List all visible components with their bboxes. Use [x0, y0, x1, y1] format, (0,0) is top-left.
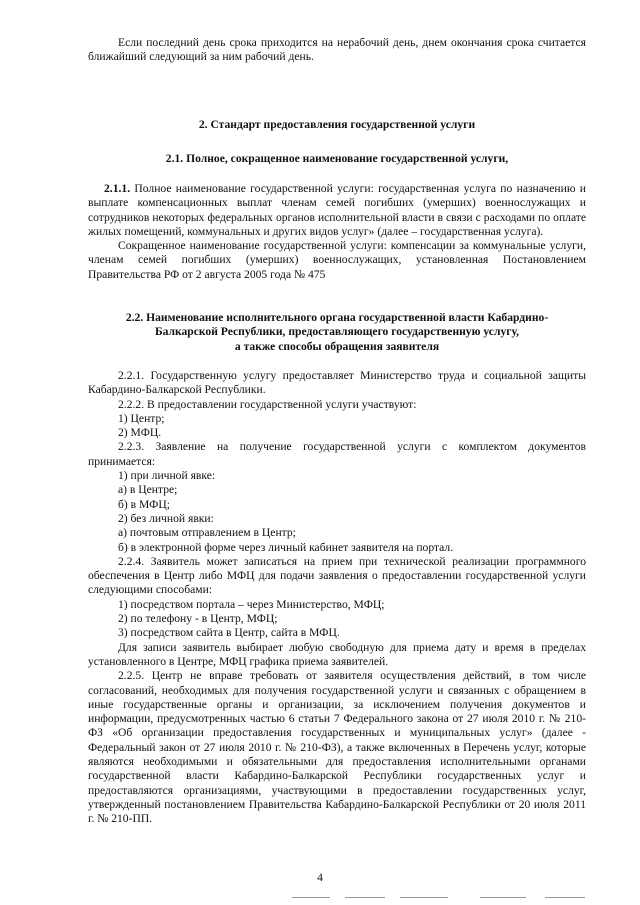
subsection-2-2-heading-block — [88, 311, 586, 354]
subsection-2-2-title-line-3: а также способы обращения заявителя — [234, 339, 440, 353]
paragraph-2-2-4: 2.2.4. Заявитель может записаться на прием при технической реализации программного обеспечения в Центр либо МФЦ для подачи заявления о предоставлении государственной услуги следующими способами: — [88, 554, 586, 597]
list-item: б) в электронной форме через личный кабинет заявителя на портал. — [118, 540, 454, 554]
scan-artifact-line — [292, 897, 330, 898]
subsection-2-1-body — [88, 182, 586, 282]
list-item: а) в Центре; — [118, 483, 178, 497]
list-item: 2) по телефону - в Центр, МФЦ; — [118, 612, 278, 626]
paragraph-2-2-5: 2.2.5. Центр не вправе требовать от заявителя осуществления действий, в том числе согласований, необходимых для получения государственной услуги и связанных с обращением в иные государственные органы и организации, за исключением получения документов и информации, предусмотренных частью 6 статьи 7 Федерального закона от 27 июля 2010 г. № 210-ФЗ «Об организации предоставления государственных и муниципальных услуг» (далее - Федеральный закон от 27 июля 2010 г. № 210-ФЗ), а также включенных в Перечень услуг, которые являются необходимыми и обязательными для предоставления исполнительными органами государственной власти Кабардино-Балкарской Республики государственных услуг и предоставляются организациями, участвующими в предоставлении государственных услуг, утвержденный постановлением Правительства Кабардино-Балкарской Республики от 20 июля 2011 г. № 210-ПП. — [88, 669, 586, 826]
list-item: 1) посредством портала – через Министерство, МФЦ; — [118, 597, 385, 611]
list-item: 2) без личной явки: — [118, 511, 214, 525]
intro-paragraph: Если последний день срока приходится на нерабочий день, днем окончания срока считается ближайший следующий за ним рабочий день. — [88, 36, 586, 64]
paragraph-short-name: Сокращенное наименование государственной услуги: компенсации за коммунальные услуги, членам семей погибших (умерших) военнослужащих, установленная Постановлением Правительства РФ от 2 августа 2005 года № 475 — [88, 239, 586, 281]
list-item: б) в МФЦ; — [118, 497, 170, 511]
list-item: 2) МФЦ. — [118, 426, 162, 440]
section-2-heading-block — [88, 118, 586, 132]
paragraph-2-2-1: 2.2.1. Государственную услугу предоставляет Министерство труда и социальной защиты Кабардино-Балкарской Республики. — [88, 369, 586, 397]
subsection-2-1-title: 2.1. Полное, сокращенное наименование государственной услуги, — [165, 152, 509, 165]
list-item: а) почтовым отправлением в Центр; — [118, 526, 296, 540]
scan-artifact-line — [480, 897, 526, 898]
subsection-2-1-heading-block — [88, 152, 586, 166]
paragraph-2-2-4-tail: Для записи заявитель выбирает любую свободную для приема дату и время в пределах установленного в Центре, МФЦ графика приема заявителей. — [88, 640, 586, 668]
paragraph-2-1-1-number: 2.1.1. — [104, 182, 131, 195]
list-item: 1) при личной явке: — [118, 469, 216, 483]
paragraph-2-1-1 — [88, 182, 586, 239]
list-item: 3) посредством сайта в Центр, сайта в МФЦ. — [118, 626, 340, 640]
paragraph-2-2-3: 2.2.3. Заявление на получение государственной услуги с комплектом документов принимается: — [88, 440, 586, 468]
scan-artifact-line — [345, 897, 385, 898]
scan-artifact-line — [545, 897, 585, 898]
paragraph-2-1-1-text: Полное наименование государственной услуги: государственная услуга по назначению и выплате компенсационных выплат членам семей погибших (умерших) военнослужащих и сотрудников некоторых федеральных органов исполнительной власти в связи с расходами по оплате жилых помещений, коммунальных и других видов услуг» (далее – государственная услуга). — [88, 182, 586, 238]
subsection-2-2-body — [88, 369, 586, 827]
list-item: 1) Центр; — [118, 411, 165, 425]
intro-block — [88, 36, 586, 65]
subsection-2-2-title-line-2: Балкарской Республики, предоставляющего государственную услугу, — [154, 325, 520, 339]
section-2-title: 2. Стандарт предоставления государственной услуги — [198, 118, 476, 131]
page-number: 4 — [317, 871, 323, 884]
paragraph-2-2-2: 2.2.2. В предоставлении государственной услуги участвуют: — [118, 397, 417, 411]
scan-artifact-line — [400, 897, 448, 898]
subsection-2-2-title-line-1: 2.2. Наименование исполнительного органа государственной власти Кабардино- — [125, 311, 549, 324]
